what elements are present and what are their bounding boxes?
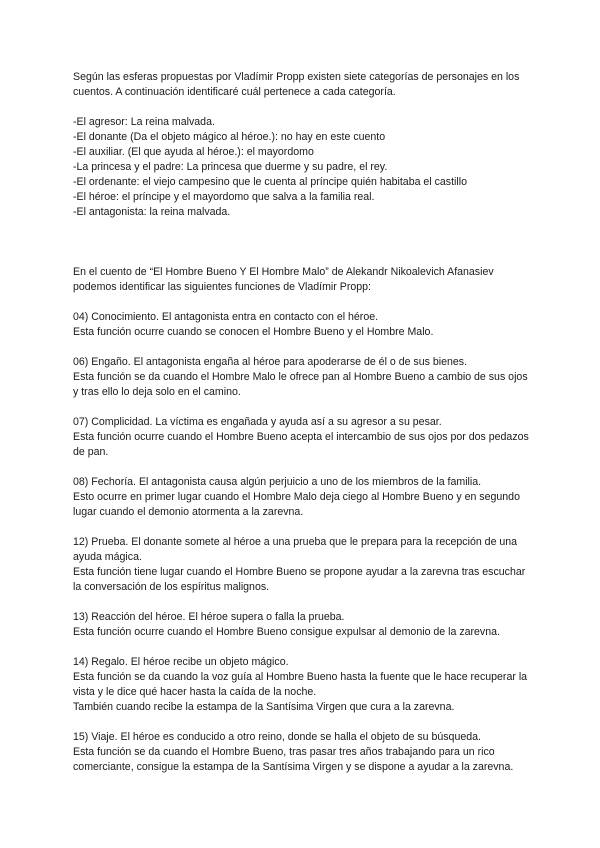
intro-paragraph: Según las esferas propuestas por Vladímir Propp existen siete categorías de personajes en los cuentos. A continuación identificaré cuál pertenece a cada categoría. <box>73 71 520 98</box>
function-description: Esta función se da cuando el Hombre Bueno, tras pasar tres años trabajando para un rico comerciante, consigue la estampa de la Santísima Virgen y se dispone a ayudar a la zarevna. <box>73 746 514 773</box>
category-item: -El donante (Da el objeto mágico al héroe.): no hay en este cuento <box>73 131 386 143</box>
function-description: Esta función se da cuando la voz guía al Hombre Bueno hasta la fuente que le hace recuperar la vista y le dice qué hacer hasta la caída de la noche. <box>73 671 528 698</box>
function-block-08 <box>73 475 532 520</box>
function-title: 15) Viaje. El héroe es conducido a otro reino, donde se halla el objeto de su búsqueda. <box>73 731 481 743</box>
character-categories-list <box>73 115 532 220</box>
function-title: 08) Fechoría. El antagonista causa algún perjuicio a uno de los miembros de la familia. <box>73 476 482 488</box>
function-title: 14) Regalo. El héroe recibe un objeto mágico. <box>73 656 289 668</box>
function-description: También cuando recibe la estampa de la Santísima Virgen que cura a la zarevna. <box>73 701 455 713</box>
function-block-14 <box>73 655 532 715</box>
category-item: -El antagonista: la reina malvada. <box>73 206 231 218</box>
category-item: -La princesa y el padre: La princesa que duerme y su padre, el rey. <box>73 161 388 173</box>
function-block-04 <box>73 310 532 340</box>
function-description: Esta función ocurre cuando se conocen el Hombre Bueno y el Hombre Malo. <box>73 326 434 338</box>
second-intro-paragraph: En el cuento de “El Hombre Bueno Y El Hombre Malo” de Alekandr Nikoalevich Afanasiev podemos identificar las siguientes funciones de Vladímir Propp: <box>73 266 494 293</box>
category-item: -El auxiliar. (El que ayuda al héroe.): el mayordomo <box>73 146 314 158</box>
function-description: Esta función ocurre cuando el Hombre Bueno consigue expulsar al demonio de la zarevna. <box>73 626 500 638</box>
function-title: 12) Prueba. El donante somete al héroe a una prueba que le prepara para la recepción de una ayuda mágica. <box>73 536 518 563</box>
category-item: -El héroe: el príncipe y el mayordomo que salva a la familia real. <box>73 191 375 203</box>
function-block-15 <box>73 730 532 775</box>
function-title: 13) Reacción del héroe. El héroe supera o falla la prueba. <box>73 611 345 623</box>
function-title: 04) Conocimiento. El antagonista entra en contacto con el héroe. <box>73 311 379 323</box>
function-description: Esta función se da cuando el Hombre Malo le ofrece pan al Hombre Bueno a cambio de sus ojos y tras ello lo deja solo en el camino. <box>73 371 528 398</box>
category-item: -El agresor: La reina malvada. <box>73 116 215 128</box>
function-block-07 <box>73 415 532 460</box>
section-spacer <box>73 235 532 265</box>
function-description: Esta función ocurre cuando el Hombre Bueno acepta el intercambio de sus ojos por dos pedazos de pan. <box>73 431 529 458</box>
function-title: 07) Complicidad. La víctima es engañada y ayuda así a su agresor a su pesar. <box>73 416 442 428</box>
function-block-13 <box>73 610 532 640</box>
function-block-06 <box>73 355 532 400</box>
function-block-12 <box>73 535 532 595</box>
category-item: -El ordenante: el viejo campesino que le cuenta al príncipe quién habitaba el castillo <box>73 176 467 188</box>
function-title: 06) Engaño. El antagonista engaña al héroe para apoderarse de él o de sus bienes. <box>73 356 468 368</box>
function-description: Esto ocurre en primer lugar cuando el Hombre Malo deja ciego al Hombre Bueno y en segundo lugar cuando el demonio atormenta a la zarevna. <box>73 491 520 518</box>
function-description: Esta función tiene lugar cuando el Hombre Bueno se propone ayudar a la zarevna tras escuchar la conversación de los espíritus malignos. <box>73 566 526 593</box>
